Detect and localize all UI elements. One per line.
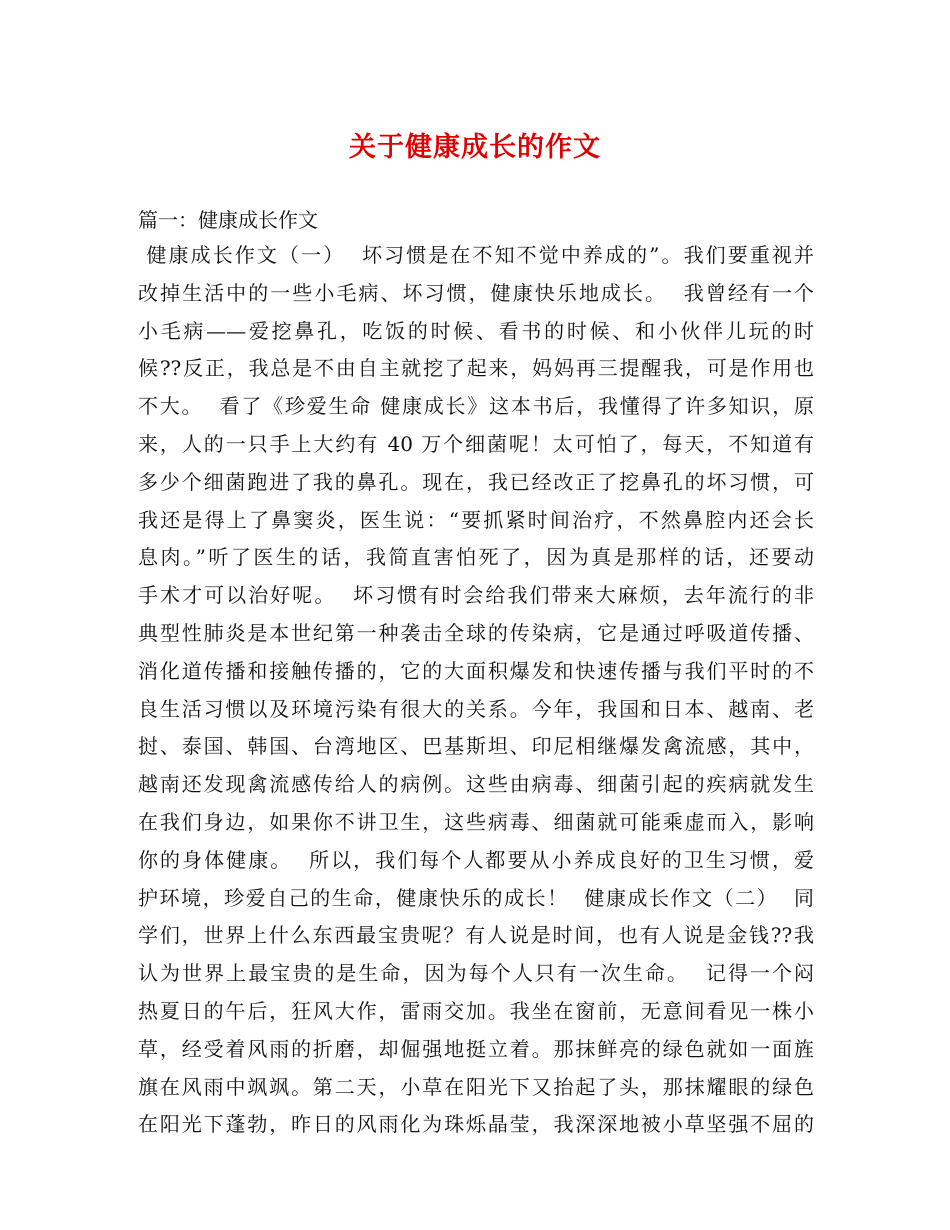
text-line: 护环境，珍爱自己的生命，健康快乐的成长！ 健康成长作文（二） 同 <box>138 885 814 910</box>
text-line: 多少个细菌跑进了我的鼻孔。现在，我已经改正了挖鼻孔的坏习惯，可 <box>138 469 814 494</box>
text-line: 消化道传播和接触传播的，它的大面积爆发和快速传播与我们平时的不 <box>138 658 814 683</box>
text-line: 手术才可以治好呢。 坏习惯有时会给我们带来大麻烦，去年流行的非 <box>138 583 814 608</box>
text-line: 息肉。”听了医生的话，我简直害怕死了，因为真是那样的话，还要动 <box>138 545 814 570</box>
text-line: 热夏日的午后，狂风大作，雷雨交加。我坐在窗前，无意间看见一株小 <box>138 998 814 1023</box>
text-line: 改掉生活中的一些小毛病、坏习惯，健康快乐地成长。 我曾经有一个 <box>138 280 814 305</box>
text-line: 学们，世界上什么东西最宝贵呢？有人说是时间，也有人说是金钱??我 <box>138 923 814 948</box>
body-text <box>138 237 814 1144</box>
text-line: 来，人的一只手上大约有 40 万个细菌呢！太可怕了，每天，不知道有 <box>138 431 814 456</box>
text-line: 不大。 看了《珍爱生命 健康成长》这本书后，我懂得了许多知识，原 <box>138 394 814 419</box>
text-line: 草，经受着风雨的折磨，却倔强地挺立着。那抹鲜亮的绿色就如一面旌 <box>138 1036 814 1061</box>
document-title: 关于健康成长的作文 <box>349 132 601 163</box>
text-line: 候??反正，我总是不由自主就挖了起来，妈妈再三提醒我，可是作用也 <box>138 356 814 381</box>
text-line: 在阳光下蓬勃，昨日的风雨化为珠烁晶莹，我深深地被小草坚强不屈的 <box>138 1112 814 1137</box>
text-line: 你的身体健康。 所以，我们每个人都要从小养成良好的卫生习惯，爱 <box>138 847 814 872</box>
text-line: 越南还发现禽流感传给人的病例。这些由病毒、细菌引起的疾病就发生 <box>138 772 814 797</box>
text-line: 我还是得上了鼻窦炎，医生说：“要抓紧时间治疗，不然鼻腔内还会长 <box>138 507 814 532</box>
text-line: 认为世界上最宝贵的是生命，因为每个人只有一次生命。 记得一个闷 <box>138 961 814 986</box>
text-line: 良生活习惯以及环境污染有很大的关系。今年，我国和日本、越南、老 <box>138 696 814 721</box>
text-line: 小毛病——爱挖鼻孔，吃饭的时候、看书的时候、和小伙伴儿玩的时 <box>138 318 814 343</box>
text-line: 挝、泰国、韩国、台湾地区、巴基斯坦、印尼相继爆发禽流感，其中， <box>138 734 814 759</box>
text-line: 典型性肺炎是本世纪第一种袭击全球的传染病，它是通过呼吸道传播、 <box>138 620 814 645</box>
text-line: 健康成长作文（一） 坏习惯是在不知不觉中养成的”。我们要重视并 <box>138 243 814 267</box>
text-line: 在我们身边，如果你不讲卫生，这些病毒、细菌就可能乘虚而入，影响 <box>138 809 814 834</box>
section-heading: 篇一：健康成长作文 <box>138 208 318 232</box>
text-line: 旗在风雨中飒飒。第二天，小草在阳光下又抬起了头，那抹耀眼的绿色 <box>138 1074 814 1099</box>
